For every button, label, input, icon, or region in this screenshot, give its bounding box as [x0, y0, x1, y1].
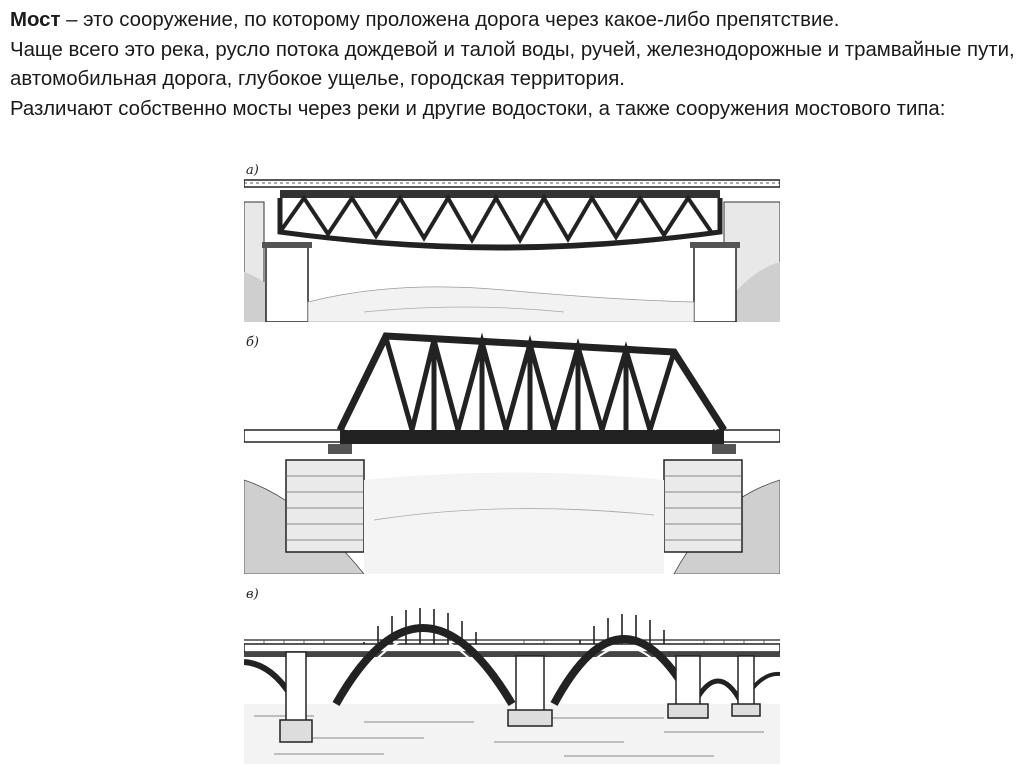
arch-bridge-illustration: [244, 582, 780, 764]
figure-a-label: а): [246, 163, 259, 178]
figure-b-label: б): [246, 335, 260, 350]
deck-truss-bridge-illustration: [244, 162, 780, 322]
term-bridge: Мост: [10, 9, 61, 31]
types-paragraph: Различают собственно мосты через реки и другие водостоки, а также сооружения мостового типа:: [10, 97, 946, 120]
figure-c-label: в): [246, 587, 259, 602]
definition-text: – это сооружение, по которому проложена дорога через какое-либо препятствие.: [60, 9, 840, 31]
intro-text: [10, 6, 1015, 124]
obstacles-paragraph: Чаще всего это река, русло потока дождевой и талой воды, ручей, железнодорожные и трамвайные пути, автомобильная дорога, глубокое ущелье, городская территория.: [10, 38, 1015, 91]
through-truss-bridge-illustration: [244, 330, 780, 574]
definition-paragraph: [10, 6, 1015, 36]
